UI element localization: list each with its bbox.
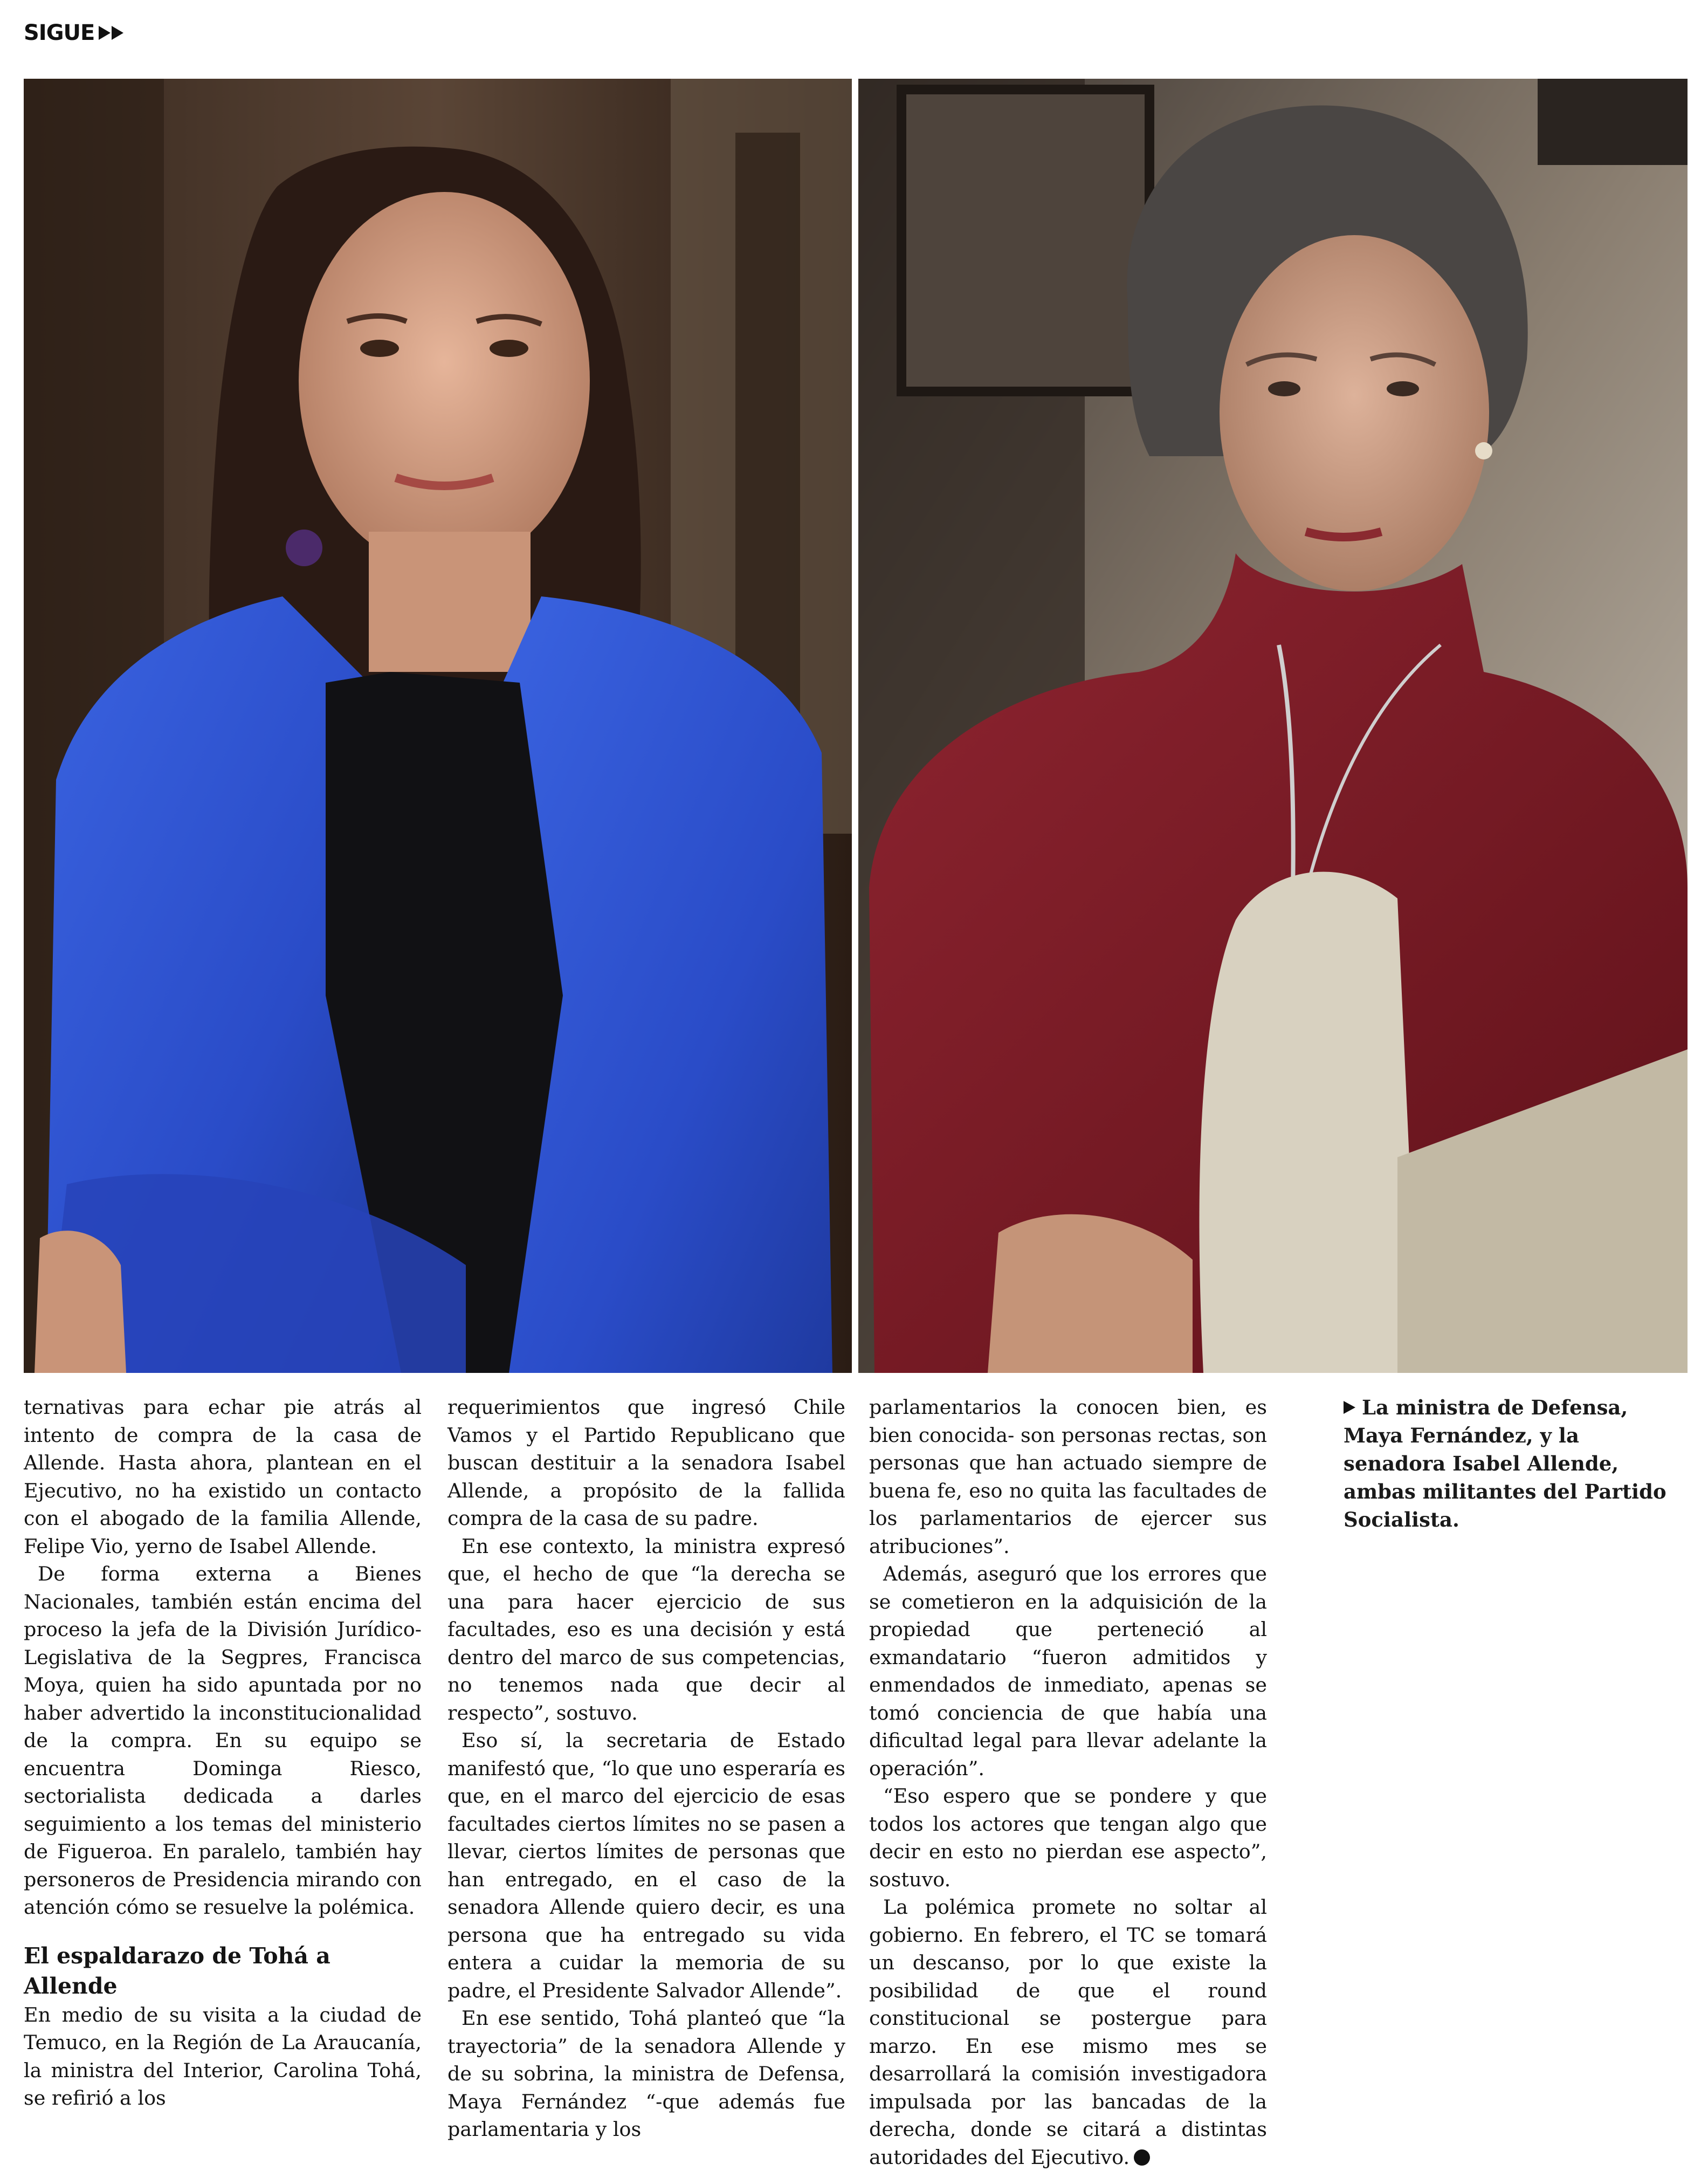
double-arrow-icon	[99, 26, 123, 40]
end-mark-icon	[1134, 2149, 1150, 2166]
caption-arrow-icon	[1344, 1401, 1355, 1414]
paragraph: En medio de su visita a la ciudad de Temuco, en la Región de La Araucanía, la ministra del Interior, Carolina Tohá, se refirió a los	[24, 2003, 422, 2110]
portrait-blue-blazer-image	[24, 79, 852, 1373]
photo-left	[24, 79, 852, 1373]
caption-text: La ministra de Defensa, Maya Fernández, y la senadora Isabel Allende, ambas militantes del Partido Socialista.	[1344, 1396, 1666, 1531]
paragraph-final	[869, 1893, 1267, 2171]
paragraph: ternativas para echar pie atrás al intento de compra de la casa de Allende. Hasta ahora, plantean en el Ejecutivo, no ha existido un contacto con el abogado de la familia Allende, Felipe Vio, yerno de Isabel Allende.	[24, 1396, 422, 1558]
paragraph-text: La polémica promete no soltar al gobierno. En febrero, el TC se tomará un descanso, por lo que existe la posibilidad de que el round constitucional se postergue para marzo. En ese mismo mes se desarrollará la comisión investigadora impulsada por las bancadas de la derecha, donde se citará a distintas autoridades del Ejecutivo.	[869, 1895, 1267, 2169]
photo-caption	[1344, 1393, 1667, 1534]
portrait-burgundy-sweater-image	[858, 79, 1688, 1373]
subheading: El espaldarazo de Tohá a Allende	[24, 1942, 330, 1999]
paragraph: parlamentarios la conocen bien, es bien conocida- son personas rectas, son personas que han actuado siempre de buena fe, eso no quita las facultades de los parlamentarios de ejercer sus atribuciones”.	[869, 1396, 1267, 1558]
section-kicker	[24, 20, 123, 45]
paragraph: requerimientos que ingresó Chile Vamos y el Partido Republicano que buscan destituir a la senadora Isabel Allende, a propósito de la fallida compra de la casa de su padre.	[447, 1396, 845, 1530]
article-column-1	[24, 1393, 422, 2112]
paragraph: En ese sentido, Tohá planteó que “la trayectoria” de la senadora Allende y de su sobrina, la ministra de Defensa, Maya Fernández “-que además fue parlamentaria y los	[447, 2007, 845, 2141]
paragraph: “Eso espero que se pondere y que todos los actores que tengan algo que decir en esto no pierdan ese aspecto”, sostuvo.	[869, 1784, 1267, 1891]
paragraph: De forma externa a Bienes Nacionales, también están encima del proceso la jefa de la División Jurídico-Legislativa de la Segpres, Francisca Moya, quien ha sido apuntada por no haber advertido la inconstitucionalidad de la compra. En su equipo se encuentra Dominga Riesco, sectorialista dedicada a darles seguimiento a los temas del ministerio de Figueroa. En paralelo, también hay personeros de Presidencia mirando con atención cómo se resuelve la polémica.	[24, 1562, 422, 1919]
article-column-3	[869, 1393, 1267, 2171]
kicker-label: SIGUE	[24, 20, 95, 45]
article-column-2	[447, 1393, 845, 2143]
paragraph: Además, aseguró que los errores que se cometieron en la adquisición de la propiedad que perteneció al exmandatario “fueron admitidos y enmendados de inmediato, apenas se tomó conciencia de que había una dificultad legal para llevar adelante la operación”.	[869, 1562, 1267, 1780]
paragraph: En ese contexto, la ministra expresó que, el hecho de que “la derecha se una para hacer ejercicio de sus facultades, eso es una decisión y está dentro del marco de sus competencias, no tenemos nada que decir al respecto”, sostuvo.	[447, 1534, 845, 1725]
paragraph: Eso sí, la secretaria de Estado manifestó que, “lo que uno esperaría es que, en el marco del ejercicio de esas facultades ciertos límites no se pasen a llevar, ciertos límites de personas que han entregado, en el caso de la senadora Allende quiero decir, es una persona que ha entregado su vida entera a cuidar la memoria de su padre, el Presidente Salvador Allende”.	[447, 1729, 845, 2002]
photo-right	[858, 79, 1688, 1373]
